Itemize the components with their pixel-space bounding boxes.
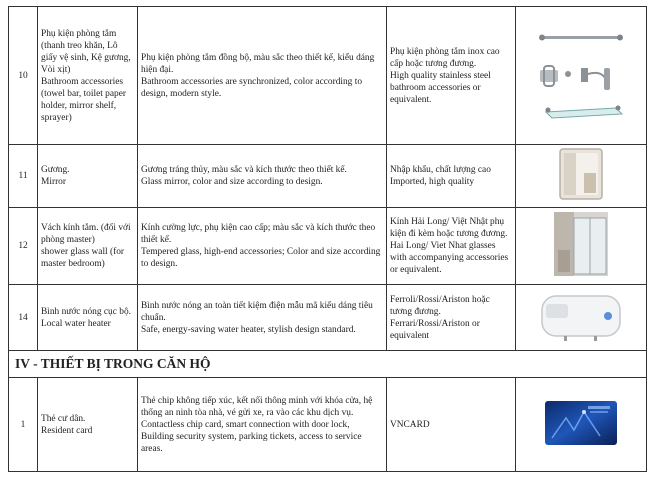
row-number: 10	[9, 7, 38, 145]
bathroom-accessories-icon	[526, 24, 636, 124]
section-header-row	[9, 351, 647, 378]
section-title: IV - THIẾT BỊ TRONG CĂN HỘ	[9, 351, 647, 378]
water-heater-image	[516, 285, 647, 351]
specification-table	[8, 6, 647, 472]
item-brand: Ferroli/Rossi/Ariston hoặc tương đương. Ferrari/Rossi/Ariston or equivalent	[387, 285, 516, 351]
table-row	[9, 145, 647, 208]
item-description: Kính cường lực, phụ kiện cao cấp; màu sắc và kích thước theo thiết kế. Tempered glass, high-end accessories; Color and size according to design.	[138, 208, 387, 285]
shower-glass-image	[516, 208, 647, 285]
item-description: Bình nước nóng an toàn tiết kiệm điện mẫu mã kiểu dáng tiêu chuẩn. Safe, energy-saving water heater, stylish design standard.	[138, 285, 387, 351]
bathroom-accessories-image	[516, 7, 647, 145]
water-heater-icon	[538, 290, 624, 342]
item-description: Gương tráng thủy, màu sắc và kích thước theo thiết kế. Glass mirror, color and size according to design.	[138, 145, 387, 208]
item-description: Thẻ chip không tiếp xúc, kết nối thông minh với khóa cửa, hệ thống an ninh tòa nhà, vé gửi xe, ra vào các khu dịch vụ. Contactless chip card, smart connection with door lock, Building security system, parking tickets, access to service areas.	[138, 378, 387, 472]
item-brand: Kính Hải Long/ Việt Nhật phụ kiện đi kèm hoặc tương đương. Hai Long/ Viet Nhat glasses with accompanying accessories or equivalent.	[387, 208, 516, 285]
item-name: Phụ kiện phòng tắm (thanh treo khăn, Lô giấy vệ sinh, Kệ gương, Vòi xịt) Bathroom accessories (towel bar, toilet paper holder, mirror shelf, sprayer)	[38, 7, 138, 145]
item-brand: Nhập khẩu, chất lượng cao Imported, high quality	[387, 145, 516, 208]
table-row	[9, 208, 647, 285]
item-brand: Phụ kiện phòng tắm inox cao cấp hoặc tương đương. High quality stainless steel bathroom accessories or equivalent.	[387, 7, 516, 145]
resident-card-icon	[544, 400, 618, 446]
item-description: Phụ kiện phòng tắm đồng bộ, màu sắc theo thiết kế, kiểu dáng hiện đại. Bathroom accessories are synchronized, color according to design, modern style.	[138, 7, 387, 145]
shower-glass-icon	[552, 210, 610, 278]
row-number: 12	[9, 208, 38, 285]
table-row	[9, 285, 647, 351]
table-row	[9, 7, 647, 145]
row-number: 14	[9, 285, 38, 351]
item-name: Bình nước nóng cục bộ. Local water heater	[38, 285, 138, 351]
resident-card-image	[516, 378, 647, 472]
mirror-image	[516, 145, 647, 208]
mirror-icon	[556, 147, 606, 201]
item-brand: VNCARD	[387, 378, 516, 472]
table-row	[9, 378, 647, 472]
row-number: 1	[9, 378, 38, 472]
row-number: 11	[9, 145, 38, 208]
item-name: Vách kính tắm. (đối với phòng master) shower glass wall (for master bedroom)	[38, 208, 138, 285]
item-name: Thẻ cư dân. Resident card	[38, 378, 138, 472]
item-name: Gương. Mirror	[38, 145, 138, 208]
